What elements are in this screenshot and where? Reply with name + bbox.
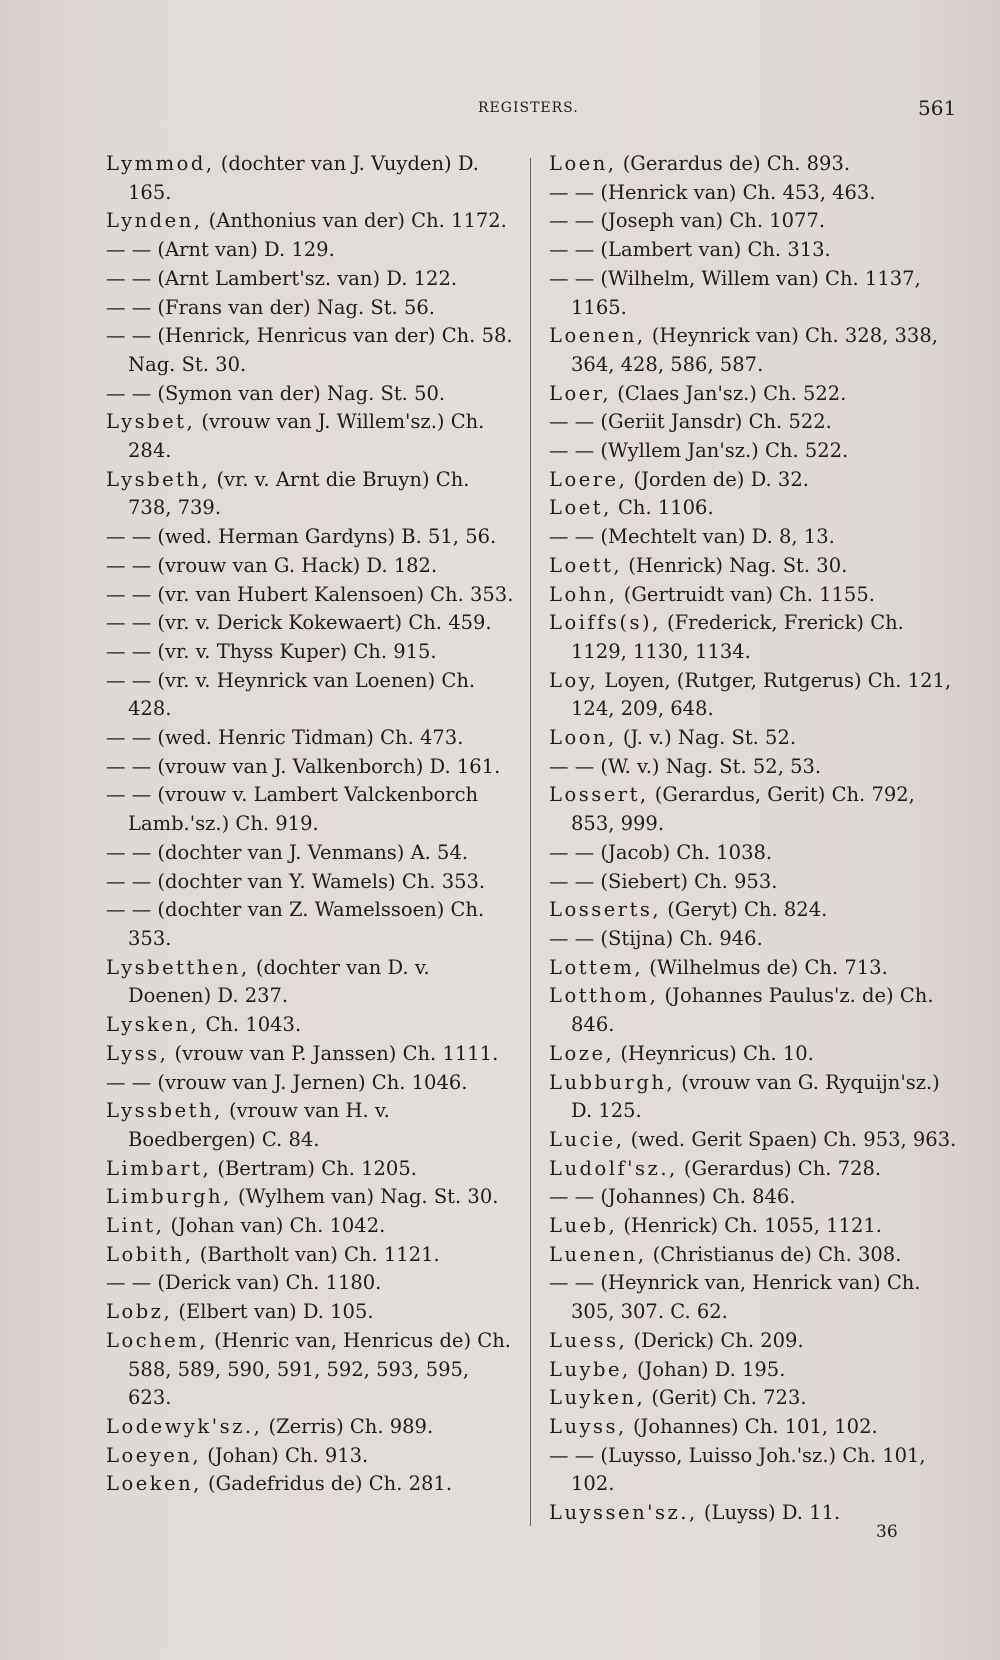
index-entry <box>549 523 959 552</box>
entry-text: — — (Johannes) Ch. 846. <box>549 1185 796 1209</box>
index-entry <box>549 552 959 581</box>
index-entry <box>549 781 959 838</box>
index-entry <box>106 896 514 953</box>
entry-headword: Losserts, <box>549 898 662 922</box>
index-entry <box>549 1384 959 1413</box>
entry-text: — — (vrouw van G. Hack) D. 182. <box>106 553 438 577</box>
entry-headword: Lysbeth, <box>106 467 211 491</box>
index-entry <box>549 265 959 322</box>
entry-headword: Loze, <box>549 1041 615 1065</box>
entry-text: Loyen, (Rutger, Rutgerus) Ch. 121, 124, 209, 648. <box>571 668 952 721</box>
entry-text: (Gerardus) Ch. 728. <box>677 1156 882 1180</box>
entry-text: (Gerardus, Gerit) Ch. 792, 853, 999. <box>571 783 915 836</box>
entry-text: — — (wed. Herman Gardyns) B. 51, 56. <box>106 525 497 549</box>
entry-text: (Christianus de) Ch. 308. <box>646 1242 902 1266</box>
entry-headword: Loeken, <box>106 1472 202 1496</box>
index-entry <box>106 581 514 610</box>
entry-text: (vrouw van J. Willem'sz.) Ch. 284. <box>128 410 485 463</box>
index-entry <box>106 868 514 897</box>
index-entry <box>549 1183 959 1212</box>
left-index-column <box>106 150 514 1499</box>
entry-headword: Loy, <box>549 668 599 692</box>
entry-text: (Jorden de) D. 32. <box>627 467 809 491</box>
entry-text: — — (Mechtelt van) D. 8, 13. <box>549 525 835 549</box>
entry-headword: Loen, <box>549 152 617 175</box>
entry-text: (Gertruidt van) Ch. 1155. <box>617 582 875 606</box>
entry-headword: Loer, <box>549 381 612 405</box>
index-entry <box>106 408 514 465</box>
index-entry <box>106 1241 514 1270</box>
index-entry <box>106 1212 514 1241</box>
entry-headword: Lochem, <box>106 1328 208 1352</box>
entry-text: (Elbert van) D. 105. <box>172 1300 374 1324</box>
index-entry <box>106 753 514 782</box>
index-entry <box>106 638 514 667</box>
entry-headword: Luenen, <box>549 1242 647 1266</box>
entry-text: Ch. 1043. <box>199 1013 302 1037</box>
entry-text: — — (Siebert) Ch. 953. <box>549 869 778 893</box>
index-entry <box>549 925 959 954</box>
index-entry <box>549 179 959 208</box>
entry-headword: Lysken, <box>106 1013 200 1037</box>
index-entry <box>106 1298 514 1327</box>
entry-text: — — (Arnt Lambert'sz. van) D. 122. <box>106 266 458 290</box>
index-entry <box>549 1040 959 1069</box>
index-entry <box>106 1040 514 1069</box>
entry-text: (wed. Gerit Spaen) Ch. 953, 963. <box>624 1127 957 1151</box>
index-entry <box>106 1155 514 1184</box>
entry-headword: Luyss, <box>549 1414 627 1438</box>
index-entry <box>549 1356 959 1385</box>
entry-headword: Lubburgh, <box>549 1070 676 1094</box>
index-entry <box>106 1069 514 1098</box>
entry-text: (Henrick) Ch. 1055, 1121. <box>617 1214 882 1238</box>
index-entry <box>106 265 514 294</box>
index-entry <box>106 523 514 552</box>
entry-text: (Wylhem van) Nag. St. 30. <box>231 1185 499 1209</box>
entry-text: (Claes Jan'sz.) Ch. 522. <box>611 381 847 405</box>
entry-headword: Loere, <box>549 467 628 491</box>
index-entry <box>549 1212 959 1241</box>
entry-headword: Loiffs(s), <box>549 611 661 635</box>
entry-text: — — (Derick van) Ch. 1180. <box>106 1271 382 1295</box>
index-entry <box>106 1442 514 1471</box>
entry-headword: Lynden, <box>106 209 203 233</box>
index-entry <box>106 667 514 724</box>
entry-text: — — (Henrick van) Ch. 453, 463. <box>549 180 876 204</box>
entry-text: — — (Luysso, Luisso Joh.'sz.) Ch. 101, 102. <box>549 1443 926 1496</box>
entry-text: — — (vrouw v. Lambert Valckenborch Lamb.'sz.) Ch. 919. <box>106 783 479 836</box>
index-entry <box>549 1269 959 1326</box>
entry-text: (Johan) D. 195. <box>630 1357 786 1381</box>
index-entry <box>549 380 959 409</box>
index-entry <box>549 437 959 466</box>
entry-headword: Luess, <box>549 1328 628 1352</box>
index-entry <box>106 1327 514 1413</box>
index-entry <box>106 1011 514 1040</box>
index-entry <box>106 466 514 523</box>
index-entry <box>106 1413 514 1442</box>
index-entry <box>549 839 959 868</box>
entry-text: (Gerardus de) Ch. 893. <box>616 152 851 175</box>
index-entry <box>549 982 959 1039</box>
entry-text: (Heynrick van) Ch. 328, 338, 364, 428, 586, 587. <box>571 324 938 376</box>
entry-text: Ch. 1106. <box>611 496 714 520</box>
index-entry <box>549 753 959 782</box>
entry-text: (Bartholt van) Ch. 1121. <box>193 1242 440 1266</box>
entry-text: — — (Heynrick van, Henrick van) Ch. 305, 307. C. 62. <box>549 1271 921 1324</box>
entry-text: — — (dochter van Z. Wamelssoen) Ch. 353. <box>106 898 485 950</box>
entry-headword: Lysbet, <box>106 410 196 434</box>
entry-text: — — (Wyllem Jan'sz.) Ch. 522. <box>549 439 849 463</box>
entry-headword: Lyss, <box>106 1041 169 1065</box>
entry-text: (vr. v. Arnt die Bruyn) Ch. 738, 739. <box>128 467 470 520</box>
entry-headword: Lossert, <box>549 783 649 807</box>
entry-text: (vrouw van G. Ryquijn'sz.) D. 125. <box>571 1070 940 1123</box>
index-entry <box>549 236 959 265</box>
entry-headword: Loet, <box>549 496 612 520</box>
entry-headword: Lohn, <box>549 582 618 606</box>
index-entry <box>106 236 514 265</box>
entry-text: — — (Frans van der) Nag. St. 56. <box>106 295 435 319</box>
column-divider <box>530 158 531 1526</box>
index-entry <box>106 609 514 638</box>
index-entry <box>106 294 514 323</box>
entry-headword: Lobz, <box>106 1300 173 1324</box>
index-entry <box>549 408 959 437</box>
running-header: REGISTERS. <box>478 100 579 116</box>
entry-text: (Johannes) Ch. 101, 102. <box>626 1414 878 1438</box>
index-entry <box>549 1126 959 1155</box>
index-entry <box>106 724 514 753</box>
entry-headword: Lysbetthen, <box>106 955 250 979</box>
entry-text: (Heynricus) Ch. 10. <box>614 1041 814 1065</box>
entry-headword: Lueb, <box>549 1214 618 1238</box>
entry-text: — — (vrouw van J. Valkenborch) D. 161. <box>106 754 501 778</box>
entry-text: — — (vr. v. Heynrick van Loenen) Ch. 428. <box>106 668 476 721</box>
index-entry <box>549 1442 959 1499</box>
entry-text: (Johannes Paulus'z. de) Ch. 846. <box>571 984 934 1037</box>
entry-headword: Limbart, <box>106 1156 212 1180</box>
entry-text: (Henric van, Henricus de) Ch. 588, 589, 590, 591, 592, 593, 595, 623. <box>128 1328 511 1410</box>
right-index-column <box>549 150 959 1528</box>
entry-headword: Ludolf'sz., <box>549 1156 678 1180</box>
entry-headword: Luybe, <box>549 1357 631 1381</box>
entry-text: — — (vr. van Hubert Kalensoen) Ch. 353. <box>106 582 514 606</box>
index-entry <box>106 1470 514 1499</box>
index-entry <box>549 868 959 897</box>
entry-headword: Loett, <box>549 553 623 577</box>
entry-headword: Lottem, <box>549 955 644 979</box>
index-entry <box>549 1413 959 1442</box>
entry-text: (Bertram) Ch. 1205. <box>211 1156 417 1180</box>
entry-text: — — (Henrick, Henricus van der) Ch. 58. Nag. St. 30. <box>106 324 513 376</box>
entry-headword: Lodewyk'sz., <box>106 1414 263 1438</box>
entry-headword: Lymmod, <box>106 152 215 175</box>
signature-mark: 36 <box>876 1522 898 1542</box>
entry-text: (dochter van J. Vuyden) D. 165. <box>128 152 479 204</box>
index-entry <box>106 207 514 236</box>
entry-headword: Loon, <box>549 726 617 750</box>
entry-text: — — (Jacob) Ch. 1038. <box>549 840 773 864</box>
entry-text: (Zerris) Ch. 989. <box>262 1414 434 1438</box>
entry-headword: Lotthom, <box>549 984 659 1008</box>
entry-headword: Lyssbeth, <box>106 1099 223 1123</box>
index-entry <box>549 954 959 983</box>
index-entry <box>549 609 959 666</box>
entry-text: — — (Arnt van) D. 129. <box>106 238 335 262</box>
index-entry <box>106 322 514 379</box>
entry-headword: Lucie, <box>549 1127 625 1151</box>
entry-headword: Limburgh, <box>106 1185 232 1209</box>
entry-text: (Gerit) Ch. 723. <box>645 1386 807 1410</box>
page-number: 561 <box>918 96 957 120</box>
entry-text: (Geryt) Ch. 824. <box>661 898 828 922</box>
entry-text: — — (Joseph van) Ch. 1077. <box>549 209 826 233</box>
index-entry <box>549 322 959 379</box>
index-entry <box>549 581 959 610</box>
index-entry <box>549 1241 959 1270</box>
entry-text: (J. v.) Nag. St. 52. <box>616 726 797 750</box>
entry-text: (vrouw van H. v. Boedbergen) C. 84. <box>128 1099 390 1151</box>
entry-text: — — (Geriit Jansdr) Ch. 522. <box>549 410 832 434</box>
index-entry <box>106 552 514 581</box>
entry-text: (Henrick) Nag. St. 30. <box>622 553 848 577</box>
entry-text: (vrouw van P. Janssen) Ch. 1111. <box>168 1041 499 1065</box>
index-entry <box>106 1269 514 1298</box>
entry-headword: Luyssen'sz., <box>549 1501 698 1525</box>
index-entry <box>106 380 514 409</box>
entry-headword: Loenen, <box>549 324 646 348</box>
index-entry <box>549 1155 959 1184</box>
entry-headword: Lint, <box>106 1214 165 1238</box>
entry-text: — — (Wilhelm, Willem van) Ch. 1137, 1165. <box>549 266 921 319</box>
index-entry <box>106 150 514 207</box>
entry-text: — — (wed. Henric Tidman) Ch. 473. <box>106 726 464 750</box>
entry-text: (Frederick, Frerick) Ch. 1129, 1130, 1134. <box>571 611 904 663</box>
index-entry <box>549 667 959 724</box>
index-entry <box>549 896 959 925</box>
entry-text: (Anthonius van der) Ch. 1172. <box>202 209 507 233</box>
index-entry <box>549 1069 959 1126</box>
entry-text: (Derick) Ch. 209. <box>627 1328 804 1352</box>
index-entry <box>106 839 514 868</box>
entry-headword: Lobith, <box>106 1242 194 1266</box>
index-entry <box>106 954 514 1011</box>
index-entry <box>106 1183 514 1212</box>
entry-text: (Luyss) D. 11. <box>697 1501 841 1525</box>
entry-text: — — (dochter van J. Venmans) A. 54. <box>106 840 469 864</box>
index-entry <box>106 1097 514 1154</box>
entry-text: (dochter van D. v. Doenen) D. 237. <box>128 955 430 1008</box>
entry-text: — — (Symon van der) Nag. St. 50. <box>106 381 446 405</box>
index-entry <box>549 494 959 523</box>
entry-text: (Johan van) Ch. 1042. <box>164 1214 386 1238</box>
entry-text: (Wilhelmus de) Ch. 713. <box>643 955 888 979</box>
entry-text: — — (Stijna) Ch. 946. <box>549 926 763 950</box>
entry-text: — — (dochter van Y. Wamels) Ch. 353. <box>106 869 486 893</box>
entry-headword: Loeyen, <box>106 1443 202 1467</box>
entry-text: (Johan) Ch. 913. <box>201 1443 369 1467</box>
entry-text: — — (vr. v. Thyss Kuper) Ch. 915. <box>106 639 437 663</box>
entry-text: — — (vrouw van J. Jernen) Ch. 1046. <box>106 1070 468 1094</box>
entry-text: — — (vr. v. Derick Kokewaert) Ch. 459. <box>106 611 492 635</box>
index-entry <box>106 781 514 838</box>
index-entry <box>549 466 959 495</box>
entry-text: — — (Lambert van) Ch. 313. <box>549 238 831 262</box>
index-entry <box>549 724 959 753</box>
index-entry <box>549 150 959 179</box>
index-entry <box>549 207 959 236</box>
index-entry <box>549 1327 959 1356</box>
entry-text: — — (W. v.) Nag. St. 52, 53. <box>549 754 822 778</box>
entry-headword: Luyken, <box>549 1386 646 1410</box>
entry-text: (Gadefridus de) Ch. 281. <box>201 1472 453 1496</box>
